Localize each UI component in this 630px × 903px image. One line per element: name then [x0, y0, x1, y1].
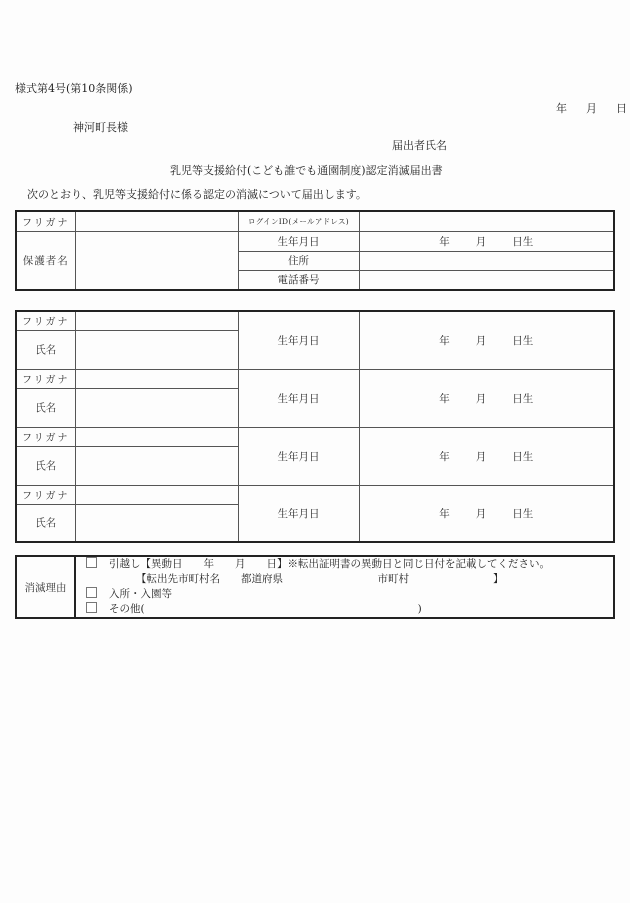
dob-month: 月: [475, 235, 487, 248]
dob-month: 月: [475, 507, 487, 520]
child-furigana-label: フリガナ: [16, 427, 75, 446]
child-name-label: 氏名: [16, 330, 75, 369]
intro-text: 次のとおり、乳児等支援給付に係る認定の消滅について届出します。: [27, 188, 367, 201]
date-line: [556, 100, 627, 116]
addressee: 神河町長様: [73, 121, 128, 134]
reason-options: [75, 556, 614, 618]
child-furigana-field[interactable]: [75, 485, 238, 504]
reason-enrollment-text: 入所・入園等: [109, 588, 172, 600]
phone-field[interactable]: [359, 270, 614, 290]
guardian-name-field[interactable]: [75, 231, 238, 290]
dob-month: 月: [475, 450, 487, 463]
dob-month: 月: [475, 392, 487, 405]
dob-day: 日生: [512, 392, 534, 405]
date-month: 月: [586, 102, 597, 115]
reason-option-enrollment[interactable]: [76, 587, 613, 602]
checkbox-other[interactable]: [86, 602, 97, 613]
dob-day: 日生: [512, 450, 534, 463]
child-row-1: [16, 311, 614, 330]
child-dob-field[interactable]: [359, 427, 614, 485]
phone-label: 電話番号: [238, 270, 359, 290]
move-destination-text: 【転出先市町村名 都道府県 市町村 】: [136, 573, 504, 585]
guardian-furigana-label: フリガナ: [16, 211, 75, 231]
child-name-label: 氏名: [16, 504, 75, 542]
dob-year: 年: [439, 334, 450, 347]
child-row-4: [16, 485, 614, 504]
child-furigana-label: フリガナ: [16, 485, 75, 504]
child-name-label: 氏名: [16, 388, 75, 427]
dob-month: 月: [475, 334, 487, 347]
date-day: 日: [616, 102, 627, 115]
reason-option-move[interactable]: [76, 557, 613, 572]
child-dob-field[interactable]: [359, 369, 614, 427]
child-furigana-field[interactable]: [75, 311, 238, 330]
child-row-3: [16, 427, 614, 446]
child-furigana-field[interactable]: [75, 427, 238, 446]
dob-year: 年: [439, 507, 450, 520]
child-dob-label: 生年月日: [238, 369, 359, 427]
dob-day: 日生: [512, 507, 534, 520]
reason-move-text: 引越し【異動日 年 月 日】※転出証明書の異動日と同じ日付を記載してください。: [109, 558, 550, 570]
child-dob-label: 生年月日: [238, 485, 359, 542]
child-name-label: 氏名: [16, 446, 75, 485]
reason-table: [15, 555, 615, 619]
child-name-field[interactable]: [75, 388, 238, 427]
applicant-name-label: 届出者氏名: [392, 139, 447, 152]
child-dob-label: 生年月日: [238, 311, 359, 369]
address-field[interactable]: [359, 251, 614, 270]
guardian-dob-field[interactable]: [359, 231, 614, 251]
date-year: 年: [556, 102, 567, 115]
child-name-field[interactable]: [75, 330, 238, 369]
child-dob-field[interactable]: [359, 311, 614, 369]
login-id-label: ログインID(メールアドレス): [238, 211, 359, 231]
reason-other-text: その他( ): [109, 603, 422, 615]
reason-option-other[interactable]: [76, 602, 613, 617]
checkbox-enrollment[interactable]: [86, 587, 97, 598]
child-dob-label: 生年月日: [238, 427, 359, 485]
checkbox-move[interactable]: [86, 557, 97, 568]
child-row-2: [16, 369, 614, 388]
guardian-dob-label: 生年月日: [238, 231, 359, 251]
guardian-name-label: 保護者名: [16, 231, 75, 290]
child-name-field[interactable]: [75, 504, 238, 542]
dob-day: 日生: [512, 235, 534, 248]
child-dob-field[interactable]: [359, 485, 614, 542]
login-id-field[interactable]: [359, 211, 614, 231]
dob-day: 日生: [512, 334, 534, 347]
reason-label: 消滅理由: [16, 556, 75, 618]
dob-year: 年: [439, 392, 450, 405]
address-label: 住所: [238, 251, 359, 270]
document-title: 乳児等支援給付(こども誰でも通園制度)認定消滅届出書: [170, 164, 443, 177]
guardian-furigana-field[interactable]: [75, 211, 238, 231]
children-table: [15, 310, 615, 543]
guardian-table: [15, 210, 615, 291]
child-furigana-field[interactable]: [75, 369, 238, 388]
child-name-field[interactable]: [75, 446, 238, 485]
form-number: 様式第4号(第10条関係): [15, 82, 133, 95]
dob-year: 年: [439, 235, 450, 248]
move-destination-line: [76, 572, 613, 587]
dob-year: 年: [439, 450, 450, 463]
child-furigana-label: フリガナ: [16, 311, 75, 330]
child-furigana-label: フリガナ: [16, 369, 75, 388]
